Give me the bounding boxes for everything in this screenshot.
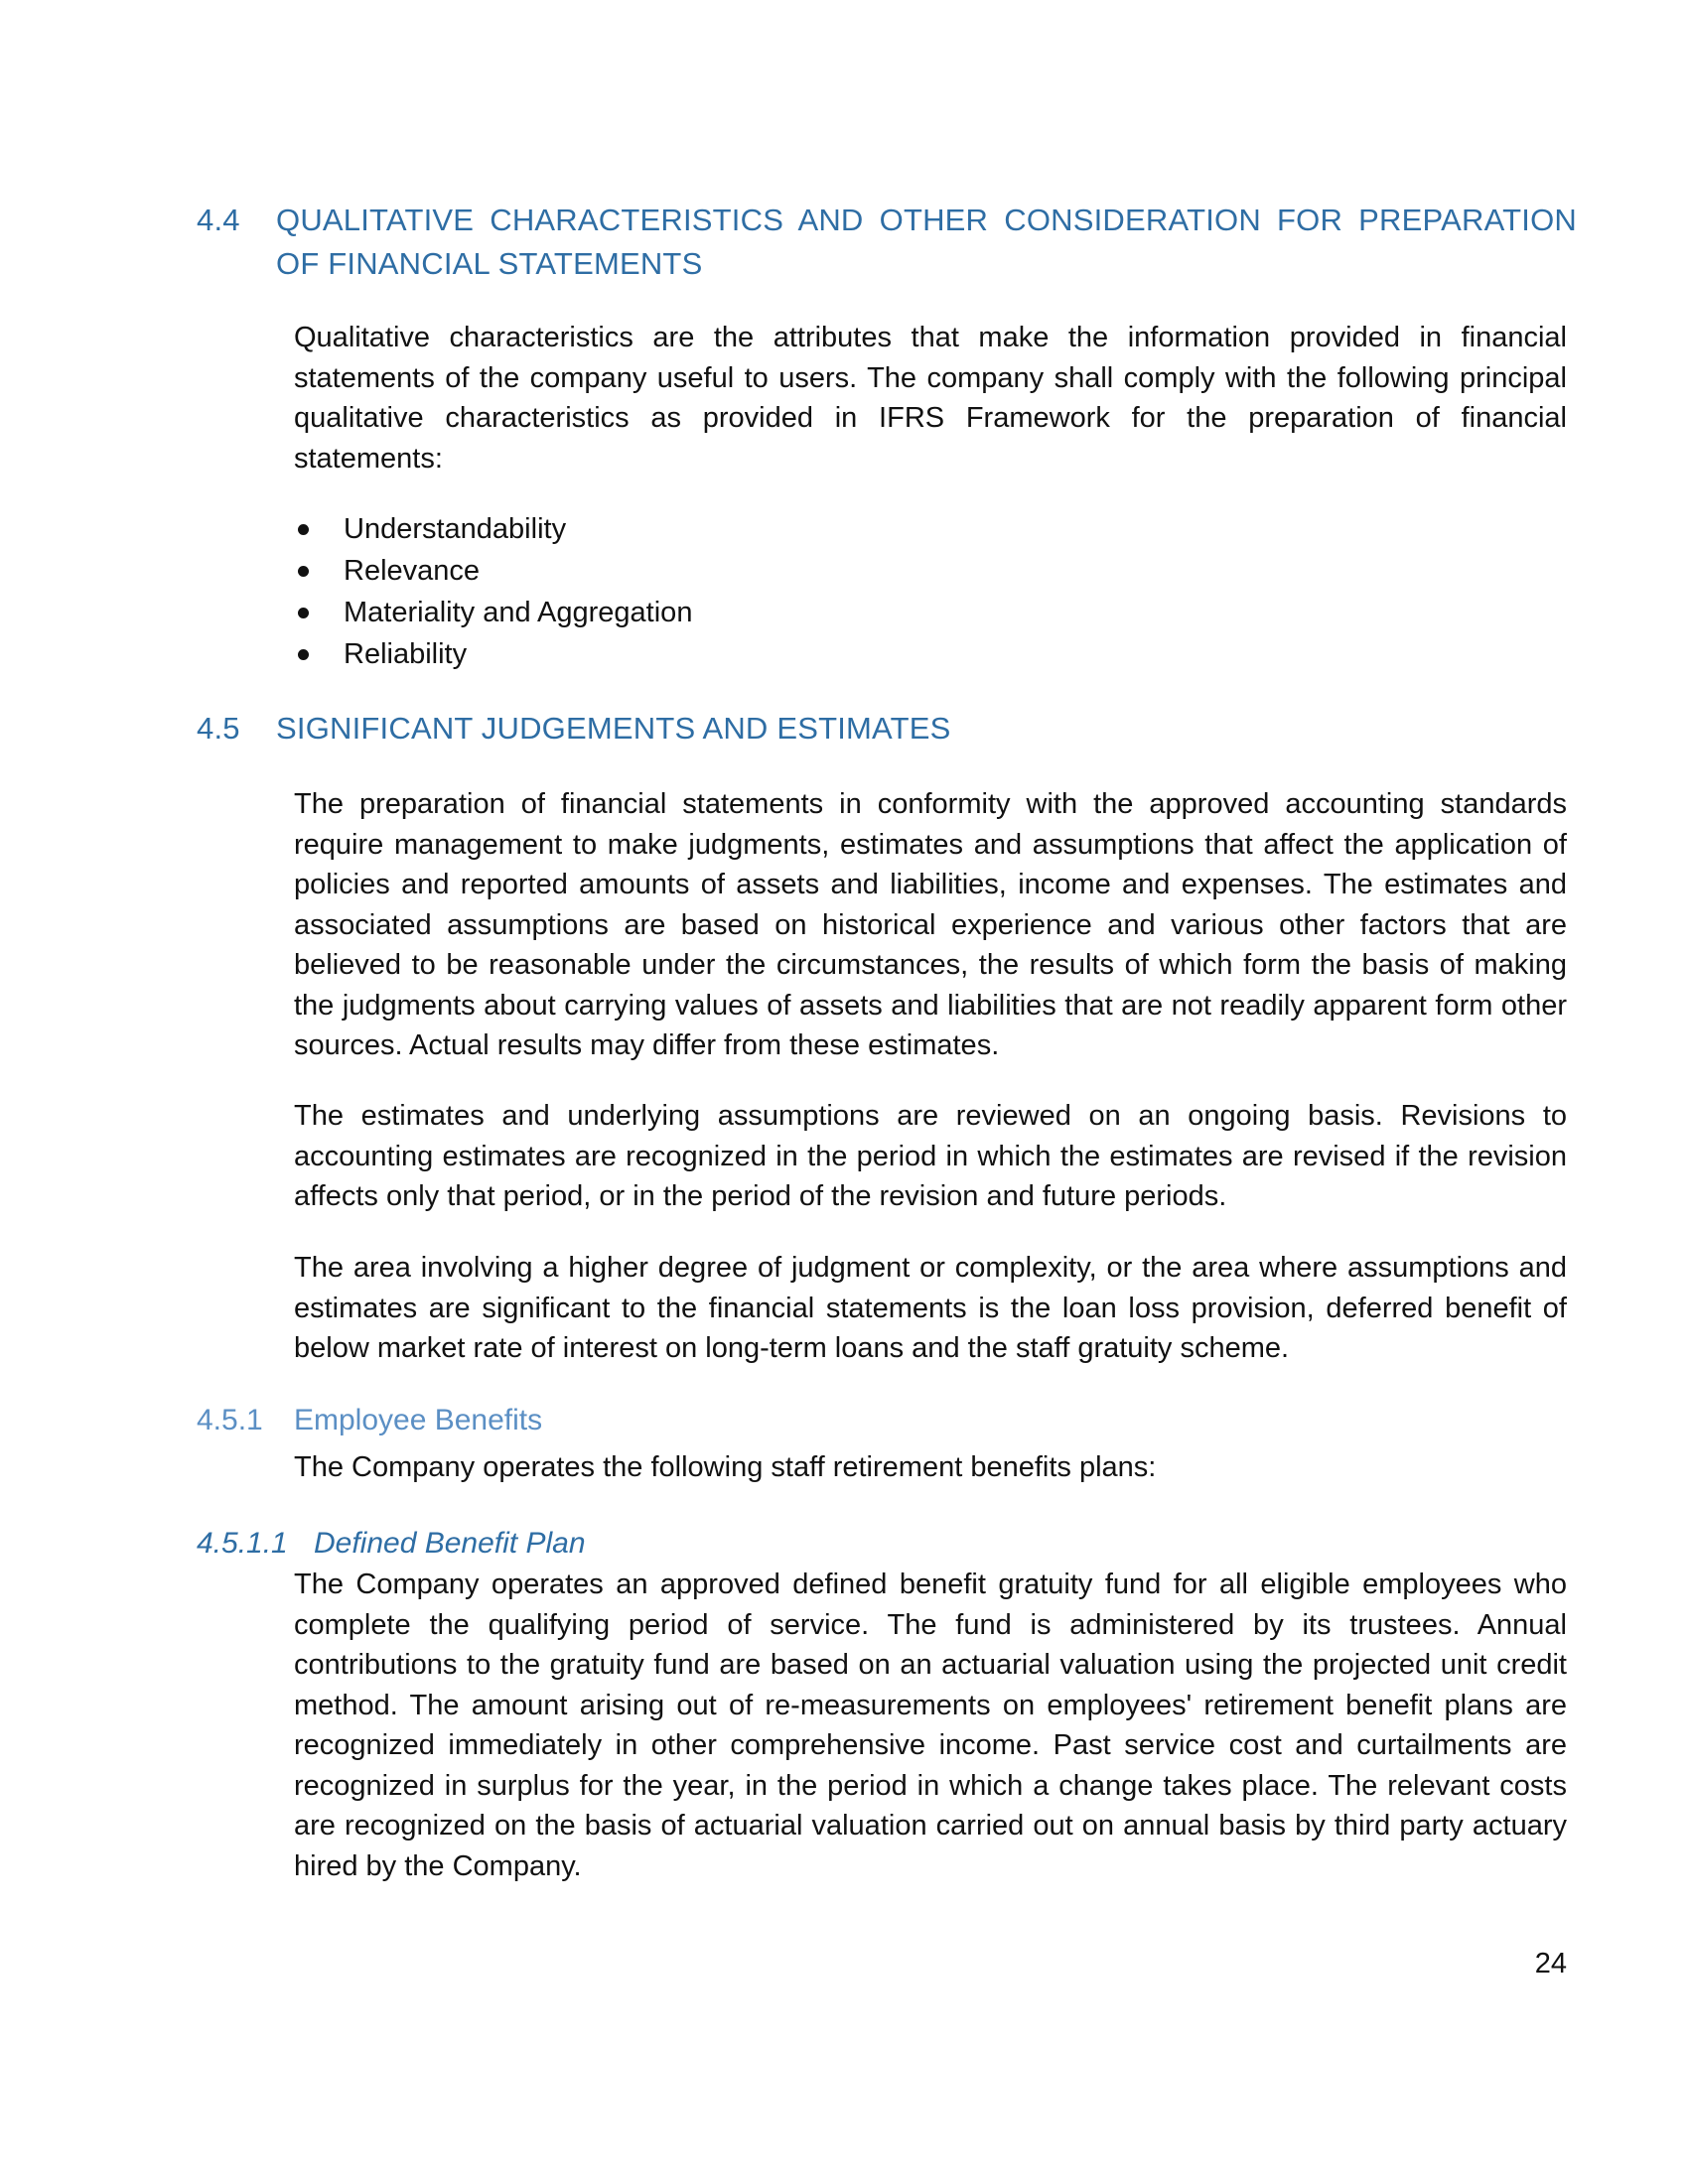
list-item bbox=[294, 633, 1567, 675]
list-item bbox=[294, 550, 1567, 592]
characteristics-list bbox=[294, 508, 1567, 675]
bullet-icon bbox=[298, 524, 309, 535]
body-paragraph: The Company operates an approved defined benefit gratuity fund for all eligible employees who complete the qualifying period of service. The fund is administered by its trustees. Annual contributions to the gratuity fund are based on an actuarial valuation using the projected unit credit method. The amount arising out of re-measurements on employees' retirement benefit plans are recognized immediately in other comprehensive income. Past service cost and curtailments are recognized in surplus for the year, in the period in which a change takes place. The relevant costs are recognized on the basis of actuarial valuation carried out on annual basis by third party actuary hired by the Company. bbox=[294, 1569, 1567, 1882]
body-paragraph: The preparation of financial statements in conformity with the approved accounting standards require management to make judgments, estimates and assumptions that affect the application of policies and reported amounts of assets and liabilities, income and expenses. The estimates and associated assumptions are based on historical experience and various other factors that are believed to be reasonable under the circumstances, the results of which form the basis of making the judgments about carrying values of assets and liabilities that are not readily apparent form other sources. Actual results may differ from these estimates. bbox=[294, 788, 1567, 1061]
section-heading-4-4 bbox=[197, 199, 1577, 286]
body-paragraph: The Company operates the following staff retirement benefits plans: bbox=[294, 1451, 1157, 1483]
list-item-text: Materiality and Aggregation bbox=[344, 597, 693, 628]
bullet-icon bbox=[298, 608, 309, 618]
list-item bbox=[294, 592, 1567, 633]
section-heading-4-5-1-1 bbox=[197, 1523, 1577, 1565]
list-item-text: Understandability bbox=[344, 513, 567, 545]
section-title: Defined Benefit Plan bbox=[314, 1527, 586, 1560]
section-number: 4.5 bbox=[197, 711, 240, 746]
section-title: SIGNIFICANT JUDGEMENTS AND ESTIMATES bbox=[276, 711, 951, 746]
list-item bbox=[294, 508, 1567, 550]
bullet-icon bbox=[298, 649, 309, 660]
list-item-text: Reliability bbox=[344, 638, 468, 670]
section-title: QUALITATIVE CHARACTERISTICS AND OTHER CONSIDERATION FOR PREPARATION OF FINANCIAL STATEMENTS bbox=[276, 203, 1577, 281]
section-number: 4.5.1 bbox=[197, 1404, 263, 1436]
section-title: Employee Benefits bbox=[294, 1404, 543, 1436]
body-paragraph: The estimates and underlying assumptions are reviewed on an ongoing basis. Revisions to accounting estimates are recognized in the period in which the estimates are revised if the revision affects only that period, or in the period of the revision and future periods. bbox=[294, 1100, 1567, 1212]
body-paragraph: The area involving a higher degree of judgment or complexity, or the area where assumptions and estimates are significant to the financial statements is the loan loss provision, deferred benefit of below market rate of interest on long-term loans and the staff gratuity scheme. bbox=[294, 1252, 1567, 1364]
bullet-icon bbox=[298, 566, 309, 577]
section-number: 4.5.1.1 bbox=[197, 1527, 288, 1560]
list-item-text: Relevance bbox=[344, 555, 481, 587]
section-heading-4-5 bbox=[197, 707, 1577, 751]
section-number: 4.4 bbox=[197, 203, 240, 237]
section-heading-4-5-1 bbox=[197, 1400, 1577, 1441]
page-number: 24 bbox=[1534, 1948, 1567, 1979]
intro-paragraph: Qualitative characteristics are the attributes that make the information provided in financial statements of the company useful to users. The company shall comply with the following principal qualitative characteristics as provided in IFRS Framework for the preparation of financial statements: bbox=[294, 322, 1567, 475]
